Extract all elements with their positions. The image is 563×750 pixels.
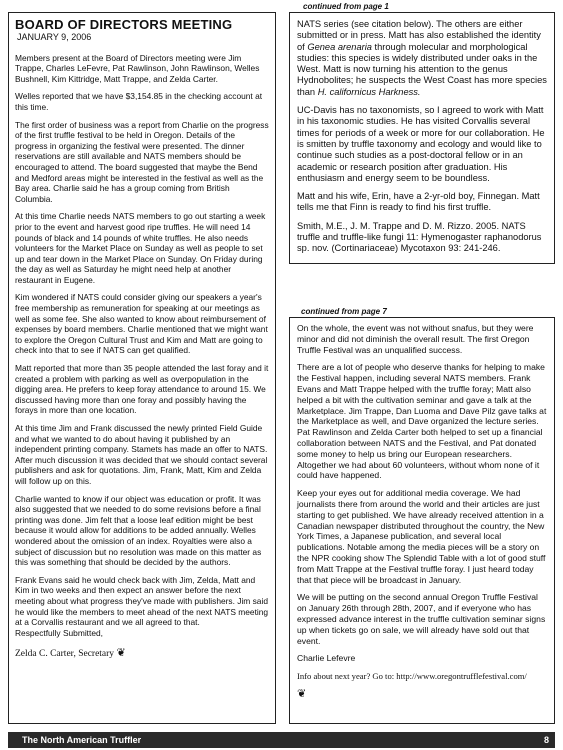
meeting-date: JANUARY 9, 2006 [17, 32, 92, 42]
continued-label: continued from page 7 [298, 307, 390, 316]
species-name: H. californicus Harkness. [317, 86, 421, 97]
article-title: BOARD OF DIRECTORS MEETING [15, 17, 233, 32]
continued-article-top [289, 12, 555, 264]
page-number: 8 [543, 735, 549, 745]
publication-title: The North American Truffler [22, 735, 142, 745]
closing: Respectfully Submitted, [15, 627, 103, 638]
paragraph: At this time Jim and Frank discussed the newly printed Field Guide and what we wanted to do about having it published by an independent printing company. Stamets has made an offer to NATS. After much discussion it was decided that we should contact several publishers and ask for quotations. Jim, Frank, Matt, Kim and Zelda will follow up on this. [15, 423, 268, 486]
paragraph: Frank Evans said he would check back with Jim, Zelda, Matt and Kim in two weeks and then expect an answer before the next meeting about what progress they've made with publishers. Jim said he would like the members to meet ahead of the next NATS meeting at a Corvallis restaurant and we all agreed to that. [15, 574, 269, 628]
paragraph: UC-Davis has no taxonomists, so I agreed to work with Matt in his taxonomic studies. He has visited Corvallis several times for periods of a week or more for our collaboration. He is smitten by truffle taxonomy and ecology and would like to continue such studies as a post-doctoral fellow or in an academic or research position after graduation. His enthusiasm and energy seem to be boundless. [297, 105, 545, 183]
page-footer [8, 732, 555, 748]
fleuron-icon: ❦ [297, 687, 307, 700]
paragraph: Kim wondered if NATS could consider giving our speakers a year's free membership as remuneration for speaking at our meetings as well as some fee. She also wanted to know about reimbursement of expenses by board members. Charlie mentioned that we might want to explore the Oregon Cultural Trust and Kim and Matt are going to check into that to see if NATS can get qualified. [15, 292, 268, 356]
author-signature: Charlie Lefevre [297, 653, 356, 664]
fleuron-icon: ❦ [116, 647, 126, 660]
paragraph: Welles reported that we have $3,154.85 in the checking account at this time. [15, 91, 263, 112]
paragraph: On the whole, the event was not without snafus, but they were minor and did not diminish the overall result. The first Oregon Truffle Festival was an unqualified success. [297, 323, 534, 355]
signature-text: Zelda C. Carter, Secretary [15, 649, 115, 660]
paragraph: Members present at the Board of Directors meeting were Jim Trappe, Charles LeFevre, Pat Rawlinson, John Rawlinson, Welles Bushnell, Kim Kittridge, Matt Trappe, and Zelda Carter. [15, 52, 260, 84]
board-meeting-article [8, 12, 276, 724]
paragraph: The first order of business was a report from Charlie on the progress of the first truffle festival to be held in Oregon. Details of the progress in organizing the festival were presented. The dinner reservations are still available and NATS members should be encouraged to attend. The board suggested that maybe the Bend and Medford areas might be interested in the festival as well as the Bay area. Charlie said he has a group coming from British Columbia. [15, 119, 269, 204]
paragraph: Matt reported that more than 35 people attended the last foray and it created a problem with parking as well as overpopulation in the digging area. He prefers to keep foray attendance to around 15. We discussed having more than one foray and possibly having the forays in more than one location. [15, 363, 269, 416]
paragraph: Charlie wanted to know if our object was education or profit. It was also suggested that we needed to do some revisions before a final printing was done. Jim felt that a loose leaf edition might be best because it would allow for additions to be added annually. Welles wondered about the omission of an index. Royalties were also a subject of discussion but no resolution was made on this matter as this was something that should be decided by the authors. [15, 493, 262, 568]
continued-article-bottom [289, 317, 555, 724]
paragraph: We will be putting on the second annual Oregon Truffle Festival on January 26th through 28th, 2007, and if everyone who has expressed advance interest in the truffle cultivation seminar signs up when tickets go on sale, we will already have sold out that event. [297, 592, 546, 646]
citation: Smith, M.E., J. M. Trappe and D. M. Rizzo. 2005. NATS truffle and truffle-like fungi 11: Hymenogaster raphanodorus sp. nov. (Cortinariaceae) Mycotaxon 93: 241-246. [297, 220, 542, 254]
paragraph: At this time Charlie needs NATS members to go out starting a week prior to the event and harvest good ripe truffles. He will need 14 pounds of black and 14 pounds of white truffles. He also needs volunteers for the Market Place on Sunday as well as people to set up and tear down in the Market Place on Sunday. On Friday during the day as well as Saturday he might need help at another restaurant in Eugene. [15, 211, 266, 285]
paragraph: There are a lot of people who deserve thanks for helping to make the Festival happen, including several NATS members. Frank Evans and Matt Trappe helped with the truffle foray; Matt also helped a bit with the cultivation seminar and gave a talk at the Marketplace. Jim Trappe, Dan Luoma and Dave Pilz gave talks at the Marketplace as well, and Dave organized the lecture series. Pat Rawlinson and Zelda Carter both helped to set up a financial collaboration between NATS and the Festival, and Pat donated some money to help us bring our European researchers. Altogether we had about 60 volunteers, without whom none of it could have happened. [297, 362, 547, 481]
secretary-signature [15, 648, 269, 660]
continued-label: continued from page 1 [300, 2, 392, 11]
paragraph: NATS series (see citation below). The others are either submitted or in press. Matt has also established the identity of Genea arenaria through molecular and morphological studies: this species is widely distributed under oaks in the West. Matt is now turning his attention to the genus Hydnobolites; he suspects the West Coast has more species than H. californicus Harkness. [297, 19, 547, 97]
info-link[interactable]: Info about next year? Go to: http://www.oregontrufflefestival.com/ [297, 671, 527, 682]
paragraph: Matt and his wife, Erin, have a 2-yr-old boy, Finnegan. Matt tells me that Finn is ready to find his first truffle. [297, 191, 540, 213]
species-name: Genea arenaria [307, 41, 372, 52]
paragraph: Keep your eyes out for additional media coverage. We had journalists there from around the world and their articles are just starting to get published. We have already received attention in a Canadian newspaper distributed throughout the country, the New York Times, a Japanese publication, and several local publications. Notable among the media pieces will be a story on the NPR cooking show The Splendid Table with a lot of good stuff from Matt Trappe at the Festival truffle foray. I just heard today that that piece will be broadcast in January. [297, 488, 546, 585]
